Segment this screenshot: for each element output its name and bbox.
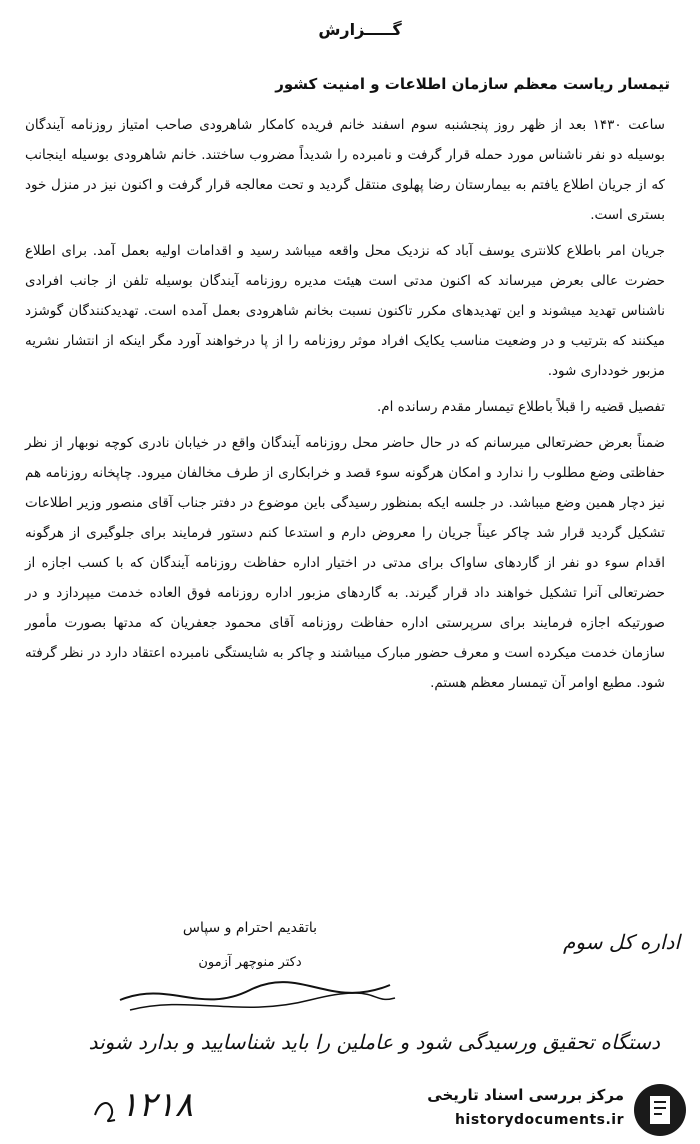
handwritten-number: ۱۲۱۸ xyxy=(120,1085,194,1125)
watermark xyxy=(400,1080,690,1140)
handwritten-margin-note: دستگاه تحقیق ورسیدگی شود و عاملین را باید شناسایید و بدارد شوند xyxy=(88,1030,660,1054)
addressee-line: تیمسار ریاست معظم سازمان اطلاعات و امنیت کشور xyxy=(275,75,670,93)
handwritten-side-note: اداره کل سوم xyxy=(562,930,680,954)
document-title: گـــــزارش xyxy=(318,20,402,39)
signature-name: دکتر منوچهر آزمون xyxy=(198,955,302,970)
archive-logo-icon xyxy=(632,1082,688,1138)
closing-phrase: باتقدیم احترام و سپاس xyxy=(182,920,318,936)
signature-scribble xyxy=(110,970,400,1020)
paragraph-1: ساعت ۱۴۳۰ بعد از ظهر روز پنجشنبه سوم اسفند خانم فریده کامکار شاهرودی صاحب امتیاز روزنامه آیندگان بوسیله دو نفر ناشناس مورد حمله قرار گرفت و نامبرده را شدیداً مضروب ساختند. خانم شاهرودی بوسیله اینجانب که از جریان اطلاع یافتم به بیمارستان رضا پهلوی منتقل گردید و تحت معالجه قرار گرفت و اکنون نیز در منزل خود بستری است. xyxy=(25,117,665,223)
report-body xyxy=(25,110,665,698)
watermark-title: مرکز بررسی اسناد تاریخی xyxy=(427,1086,624,1104)
paragraph-4: ضمناً بعرض حضرتعالی میرسانم که در حال حاضر محل روزنامه آیندگان واقع در خیابان نادری کوچه نوبهار از نظر حفاظتی وضع مطلوب را ندارد و امکان هرگونه سوء قصد و خرابکاری از طرف مخالفان میرود. چاپخانه روزنامه هم نیز دچار همین وضع میباشد. در جلسه ایکه بمنظور رسیدگی باین موضوع در دفتر جناب آقای منصور وزیر اطلاعات تشکیل گردید قرار شد چاکر عیناً جریان را معروض دارم و استدعا کنم دستور فرمایند برای جلوگیری از هرگونه اقدام سوء دو نفر از گاردهای ساواک برای مدتی در اختیار اداره حفاظت روزنامه آیندگان که با کسب اجازه از حضرتعالی آنرا تشکیل خواهند داد قرار گیرند. به گاردهای مزبور اداره روزنامه فوق العاده خدمت میپردازد و در صورتیکه اجازه فرمایند برای سرپرستی اداره حفاظت روزنامه آقای محمود جعفریان که مدتها بصورت مأمور سازمان خدمت میکرده است و معرف حضور مبارک میباشند و چاکر به شایستگی نامبرده اعتقاد دارد در نظر گرفته شود. مطیع اوامر آن تیمسار معظم هستم. xyxy=(25,435,665,691)
initials-scribble xyxy=(90,1095,120,1125)
watermark-url: historydocuments.ir xyxy=(455,1112,624,1128)
paragraph-3: تفصیل قضیه را قبلاً باطلاع تیمسار مقدم رسانده ام. xyxy=(376,399,665,415)
paragraph-2: جریان امر باطلاع کلانتری یوسف آباد که نزدیک محل واقعه میباشد رسید و اقدامات اولیه بعمل آمد. برای اطلاع حضرت عالی بعرض میرساند که اکنون مدتی است هیئت مدیره روزنامه آیندگان بوسیله تلفن از جانب افرادی ناشناس تهدید میشوند و این تهدیدهای مکرر تاکنون نسبت بخانم شاهرودی بعمل آمده است. تهدیدکنندگان گوشزد میکنند که بترتیب و در وضعیت مناسب یکایک افراد موثر روزنامه را از پا درخواهند آورد مگر اینکه از انتشار نشریه مزبور خودداری شود. xyxy=(25,243,665,379)
